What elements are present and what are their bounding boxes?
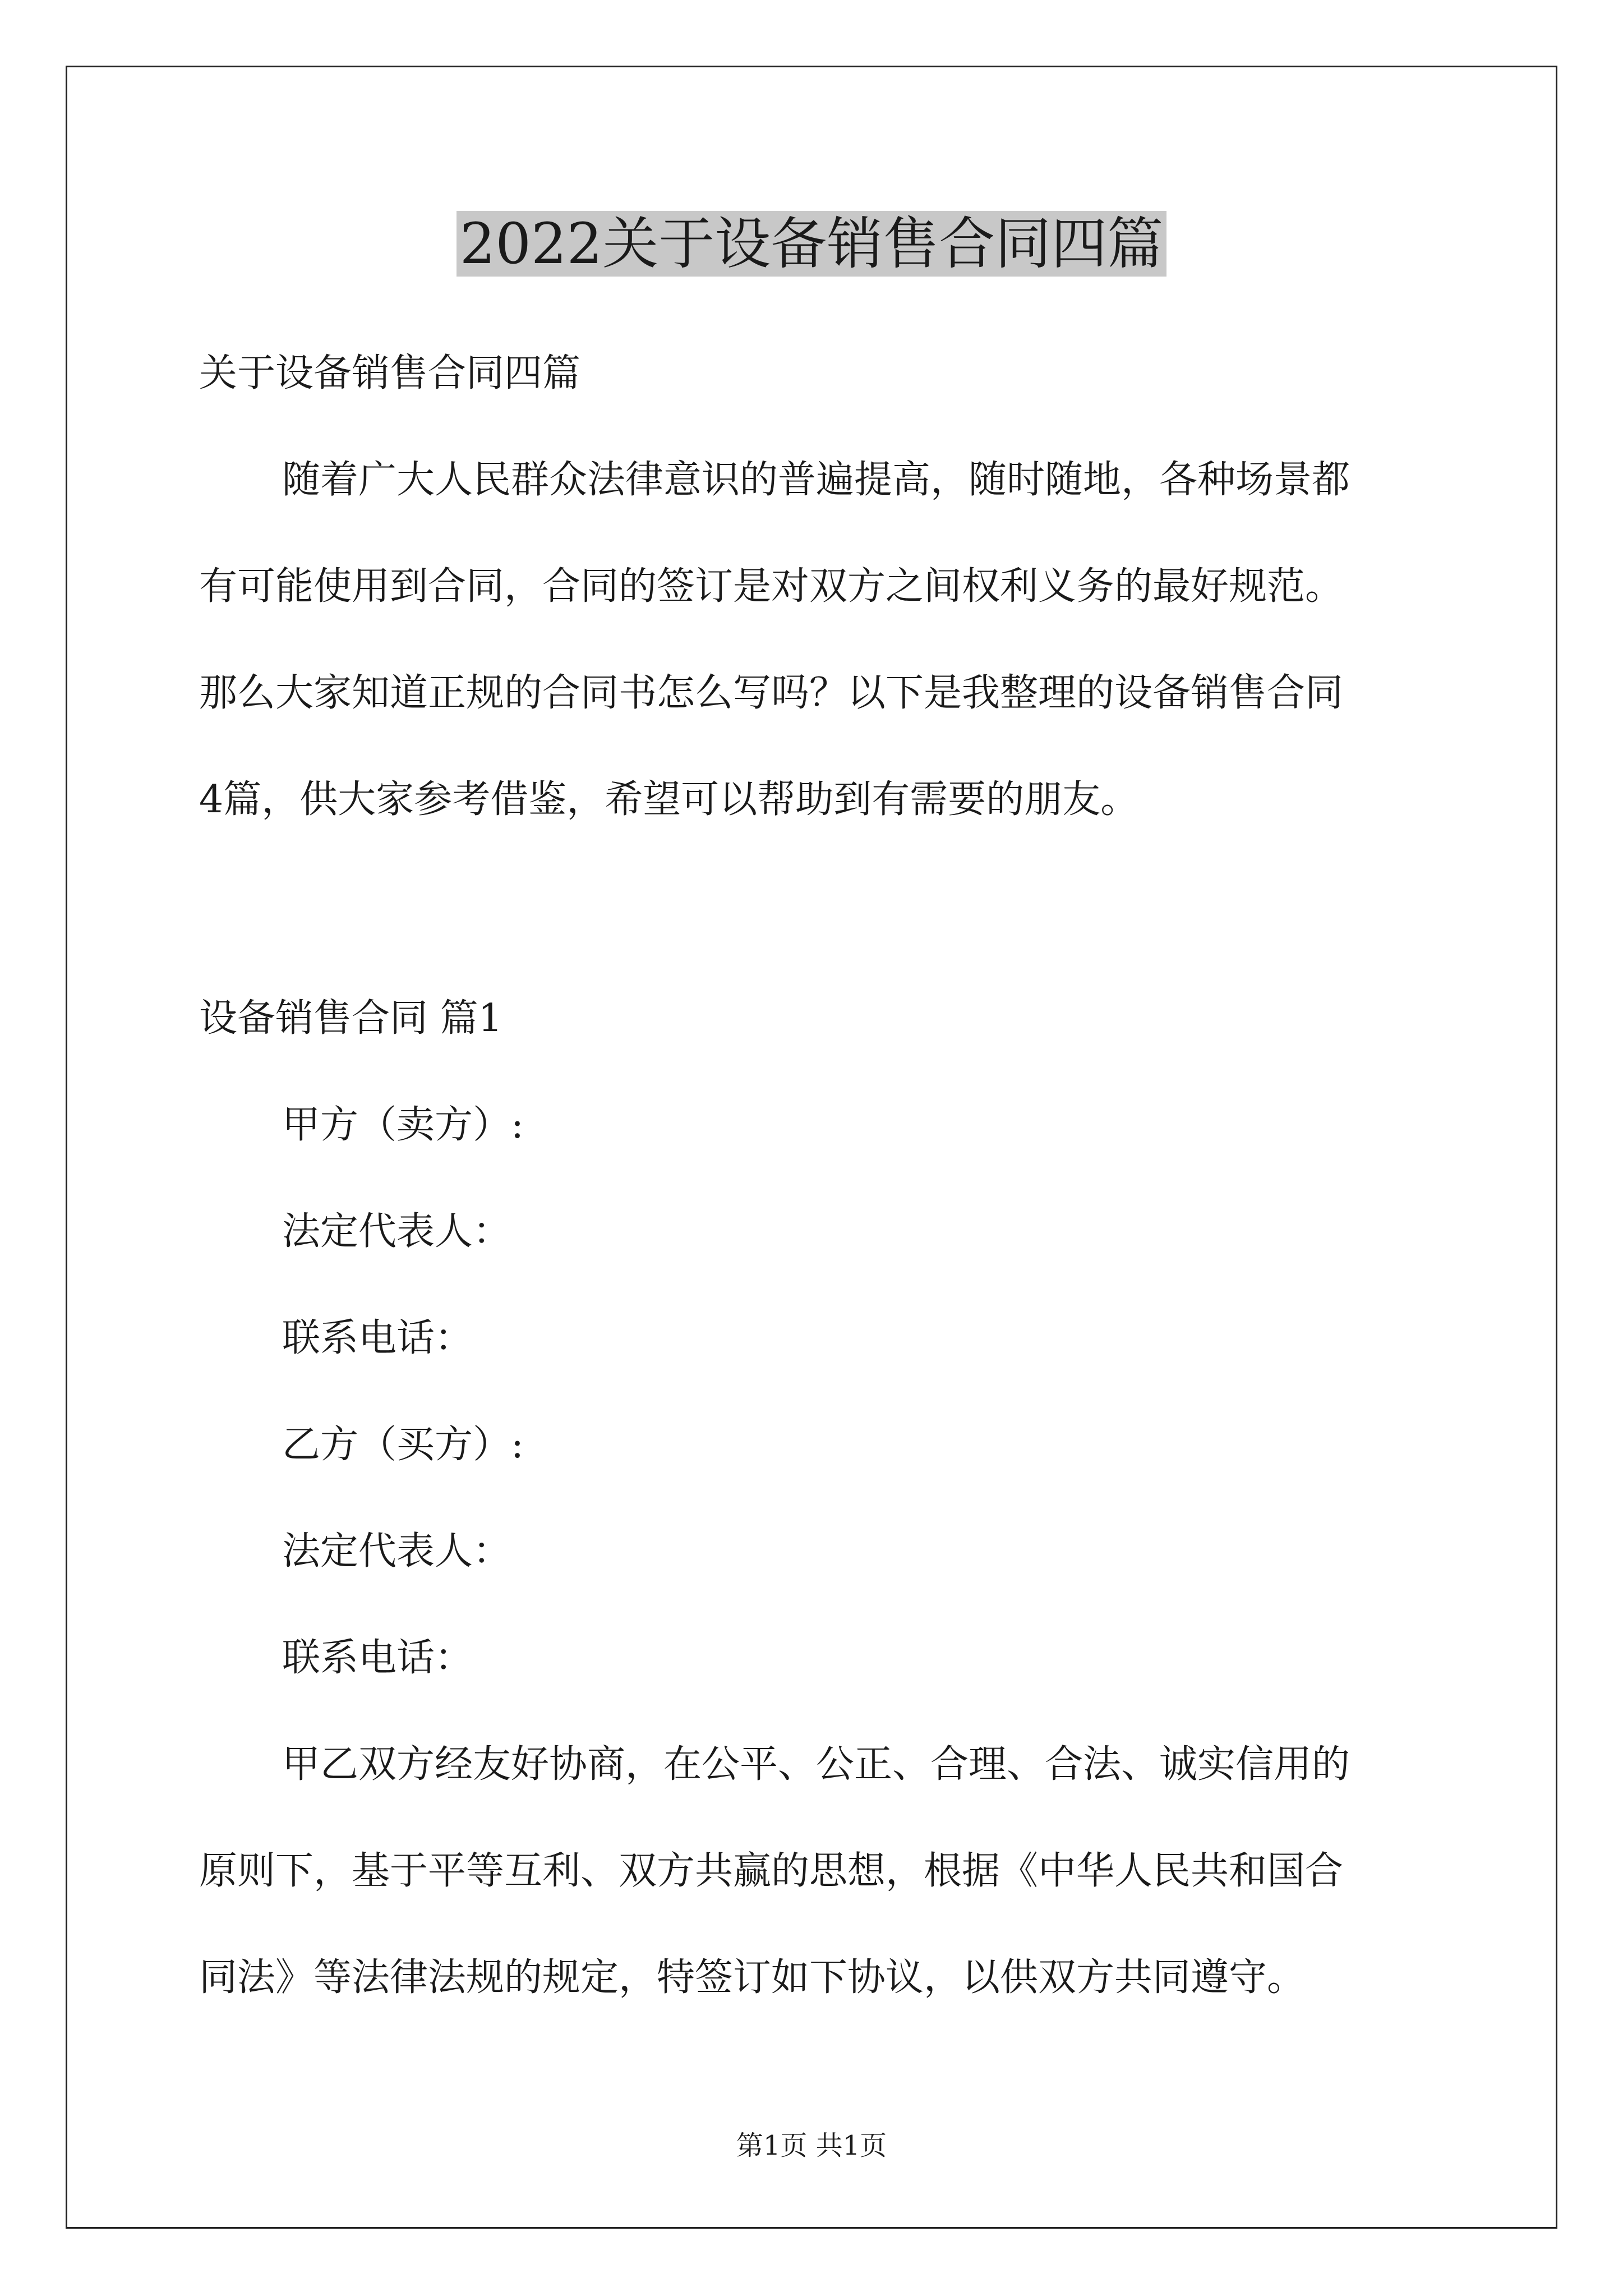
intro-line-3: 那么大家知道正规的合同书怎么写吗？以下是我整理的设备销售合同	[199, 671, 1344, 715]
intro-line-2: 有可能使用到合同，合同的签订是对双方之间权利义务的最好规范。	[199, 564, 1344, 609]
title-highlight: 2022关于设备销售合同四篇	[457, 211, 1167, 277]
section-heading: 设备销售合同 篇1	[199, 996, 502, 1041]
document-title	[0, 205, 1623, 283]
party-a-phone: 联系电话：	[282, 1316, 473, 1360]
party-b-representative: 法定代表人：	[282, 1529, 511, 1573]
agreement-line-1: 甲乙双方经友好协商，在公平、公正、合理、合法、诚实信用的	[282, 1742, 1350, 1787]
party-b-label: 乙方（买方）:	[282, 1423, 524, 1467]
agreement-line-3: 同法》等法律法规的规定，特签订如下协议，以供双方共同遵守。	[199, 1955, 1306, 2000]
page-number-footer: 第1页 共1页	[736, 2130, 887, 2161]
party-b-phone: 联系电话：	[282, 1636, 473, 1680]
intro-line-4: 4篇，供大家参考借鉴，希望可以帮助到有需要的朋友。	[199, 777, 1139, 822]
party-a-representative: 法定代表人：	[282, 1209, 511, 1254]
intro-line-1: 随着广大人民群众法律意识的普遍提高，随时随地，各种场景都	[282, 458, 1350, 502]
document-subtitle: 关于设备销售合同四篇	[199, 351, 581, 395]
party-a-label: 甲方（卖方）:	[282, 1103, 524, 1147]
agreement-line-2: 原则下，基于平等互利、双方共赢的思想，根据《中华人民共和国合	[199, 1849, 1344, 1893]
